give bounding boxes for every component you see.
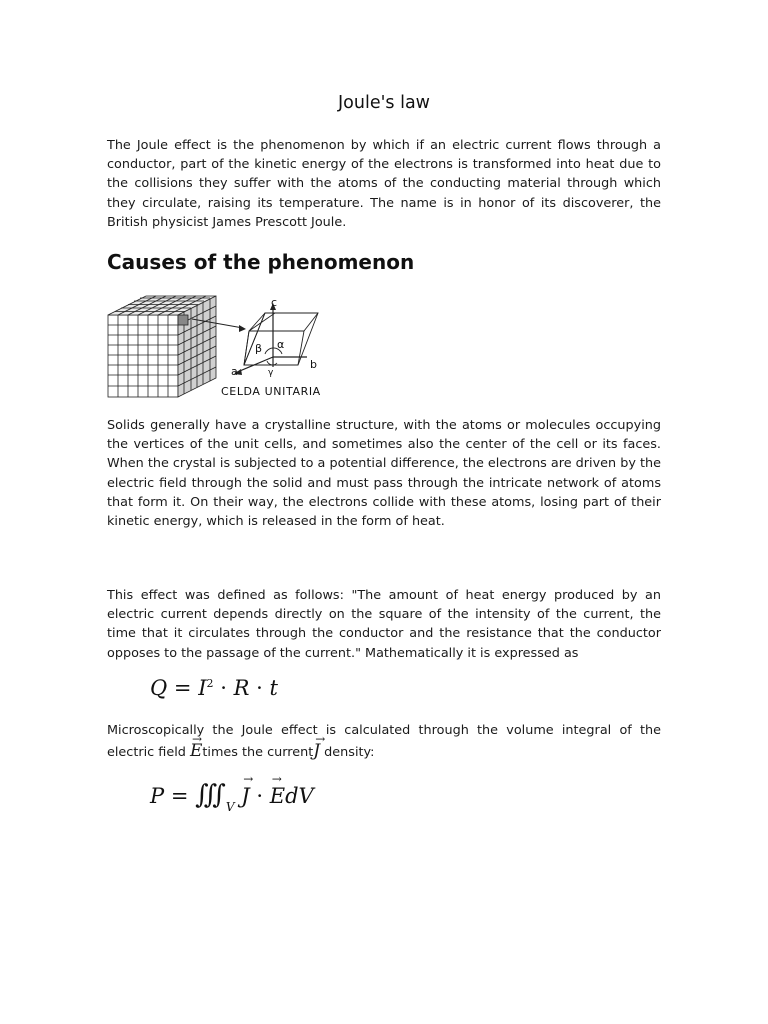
eq1-dot-2: ·: [256, 676, 263, 700]
unit-cell-figure: [107, 295, 347, 405]
axis-label-c: c: [271, 296, 278, 309]
eq2-differential: dV: [285, 784, 314, 808]
micro-text-1: Microscopically the Joule effect is calculated through the volume integral of the electric field: [107, 723, 661, 760]
crystal-lattice-diagram: [107, 295, 347, 405]
eq2-equals: =: [170, 784, 189, 808]
eq1-dot-1: ·: [220, 676, 227, 700]
intro-paragraph: The Joule effect is the phenomenon by which if an electric current flows through a conductor, part of the kinetic energy of the electrons is transformed into heat due to the collisions they suffer with the atoms of the conducting material through which they circulate, raising its temperature. The name is in honor of its discoverer, the British physicist James Prescott Joule.: [107, 138, 661, 230]
eq1-resistance: R: [233, 676, 250, 700]
vector-e-symbol: → E: [190, 741, 202, 762]
page-title: Joule's law: [338, 93, 430, 113]
eq1-equals: =: [173, 676, 192, 700]
angle-label-beta: β: [255, 342, 263, 355]
eq2-dot: ·: [256, 784, 264, 808]
eq1-base: I: [198, 676, 207, 700]
eq2-vector-j: → J: [241, 784, 249, 808]
definition-paragraph: This effect was defined as follows: "The amount of heat energy produced by an electric current depends directly on the square of the intensity of the current, the time that it circulates through the conductor and the resistance that the conductor opposes to the passage of the current." Mathematically it is expressed as: [107, 588, 661, 661]
eq1-lhs: Q: [150, 676, 168, 700]
microscopic-paragraph: [107, 720, 661, 763]
micro-text-2: times the current: [202, 745, 314, 760]
eq2-vector-e: → E: [270, 784, 285, 808]
solids-paragraph: Solids generally have a crystalline structure, with the atoms or molecules occupying the vertices of the unit cells, and sometimes also the center of the cell or its faces. When the crystal is subjected to a potential difference, the electrons are driven by the electric field through the solid and must pass through the intricate network of atoms that form it. On their way, the electrons collide with these atoms, losing part of their kinetic energy, which is released in the form of heat.: [107, 418, 662, 530]
eq1-time: t: [269, 676, 278, 700]
vector-j-symbol: → J: [313, 741, 320, 762]
micro-text-3: density:: [320, 745, 375, 760]
figure-caption: CELDA UNITARIA: [221, 385, 321, 398]
eq2-volume-subscript: V: [225, 800, 235, 814]
axis-label-a: a: [231, 365, 238, 378]
joule-equation: [150, 676, 278, 700]
eq1-exponent: 2: [206, 677, 214, 690]
power-integral-equation: [150, 780, 314, 814]
section-heading: Causes of the phenomenon: [107, 250, 415, 274]
angle-label-alpha: α: [277, 338, 285, 351]
eq2-lhs: P: [150, 784, 165, 808]
axis-label-b: b: [310, 358, 317, 371]
triple-integral-symbol: ∭: [195, 780, 226, 810]
angle-label-gamma: γ: [268, 368, 274, 378]
